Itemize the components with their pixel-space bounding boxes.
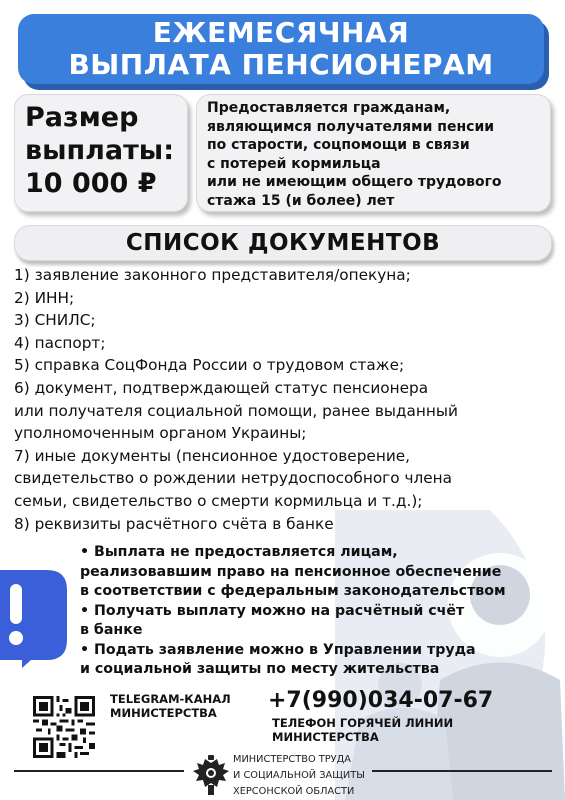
hotline-label-line1: ТЕЛЕФОН ГОРЯЧЕЙ ЛИНИИ — [272, 716, 454, 730]
list-item: свидетельство о рождении нетрудоспособного члена — [14, 469, 453, 488]
header-title-line2: ВЫПЛАТА ПЕНСИОНЕРАМ — [68, 48, 494, 81]
list-item: 7) иные документы (пенсионное удостоверение, — [14, 446, 411, 465]
emblem-icon — [191, 755, 231, 797]
info-line: с потерей кормильца — [207, 155, 381, 172]
hotline-label — [272, 716, 453, 744]
list-item: уполномоченным органом Украины; — [14, 424, 307, 443]
list-item: 2) ИНН; — [14, 288, 75, 307]
list-item: 8) реквизиты расчётного счёта в банке — [14, 514, 334, 533]
info-line: стажа 15 (и более) лет — [207, 192, 395, 209]
notes-block — [80, 543, 560, 680]
ministry-name — [233, 752, 365, 800]
hotline-label-line2: МИНИСТЕРСТВА — [272, 730, 379, 744]
amount-label-line2: выплаты: — [25, 135, 175, 166]
documents-list — [14, 264, 554, 535]
qr-code-icon[interactable] — [28, 696, 100, 758]
amount-label-line1: Размер — [25, 102, 139, 133]
note-line: • Получать выплату можно на расчётный счёт — [80, 602, 465, 619]
note-line: в соответствии с федеральным законодательством — [80, 583, 506, 599]
amount-value: 10 000 ₽ — [25, 168, 157, 199]
info-line: Предоставляется гражданам, — [207, 100, 451, 116]
telegram-label-line1: TELEGRAM-КАНАЛ — [110, 692, 231, 706]
eligibility-info-box — [196, 94, 551, 212]
info-line: по старости, соцпомощи в связи — [207, 137, 470, 153]
note-line: • Подать заявление можно в Управлении труда — [80, 641, 476, 658]
note-line: • Выплата не предоставляется лицам, — [80, 544, 398, 560]
ministry-line2: И СОЦИАЛЬНОЙ ЗАЩИТЫ — [233, 770, 365, 781]
documents-list-title: СПИСОК ДОКУМЕНТОВ — [14, 225, 552, 261]
telegram-label-line2: МИНИСТЕРСТВА — [110, 706, 217, 720]
list-item: 1) заявление законного представителя/опекуна; — [14, 266, 411, 284]
list-item: или получателя социальной помощи, ранее выданный — [14, 401, 458, 420]
info-line: являющимся получателями пенсии — [207, 118, 495, 135]
note-line: и социальной защиты по месту жительства — [80, 661, 440, 677]
exclamation-icon — [0, 560, 70, 670]
info-line: или не имеющим общего трудового — [207, 174, 502, 190]
footer-divider-left — [14, 770, 184, 772]
note-line: в банке — [80, 622, 143, 638]
payment-amount-box — [14, 94, 188, 212]
list-item: 5) справка СоцФонда России о трудовом стаже; — [14, 356, 405, 375]
list-item: 3) СНИЛС; — [14, 311, 96, 330]
ministry-line3: ХЕРСОНСКОЙ ОБЛАСТИ — [233, 786, 355, 797]
telegram-channel-label[interactable] — [110, 692, 231, 720]
hotline-phone-number[interactable]: +7(990)034-07-67 — [268, 688, 494, 713]
list-item: семьи, свидетельство о смерти кормильца и т.д.); — [14, 491, 423, 510]
ministry-line1: МИНИСТЕРСТВО ТРУДА — [233, 754, 351, 765]
list-item: 4) паспорт; — [14, 333, 106, 352]
header-title-line1: ЕЖЕМЕСЯЧНАЯ — [152, 16, 410, 49]
note-line: реализовавшим право на пенсионное обеспечение — [80, 563, 502, 580]
list-item: 6) документ, подтверждающей статус пенсионера — [14, 378, 429, 397]
header-banner — [18, 14, 544, 84]
footer-divider-right — [372, 770, 552, 772]
